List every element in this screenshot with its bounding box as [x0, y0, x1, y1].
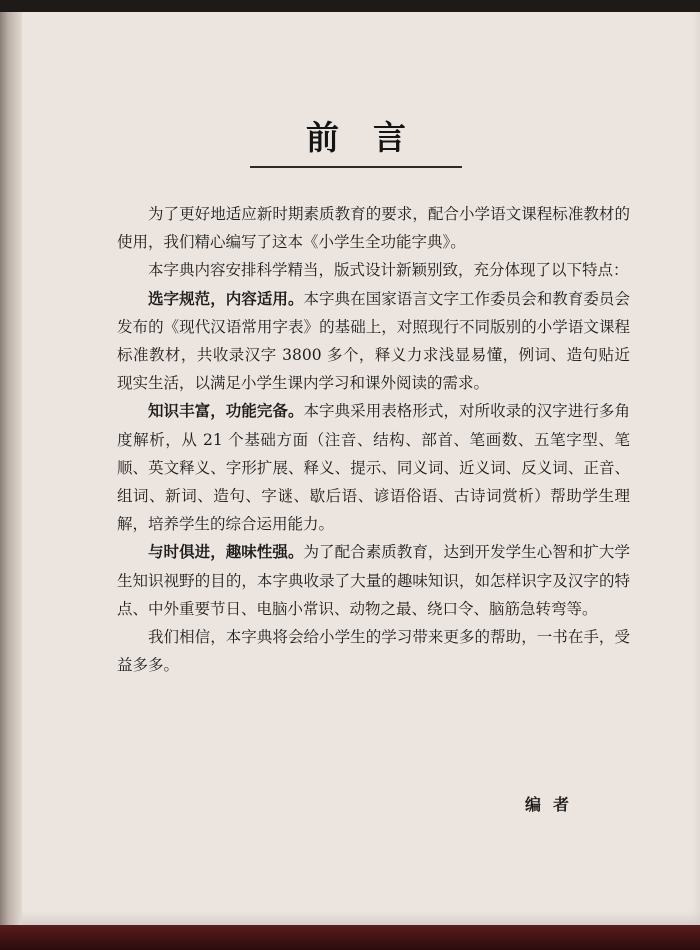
paragraph-text: 我们相信，本字典将会给小学生的学习带来更多的帮助，一书在手，受益多多。 — [117, 628, 630, 675]
paragraph — [117, 200, 630, 256]
paragraph — [117, 256, 630, 284]
book-binding-shadow — [0, 12, 22, 925]
paragraph-text: 本字典内容安排科学精当，版式设计新颖别致，充分体现了以下特点： — [148, 261, 629, 280]
paragraph-text: 为了配合素质教育，达到开发学生心智和扩大学生知识视野的目的，本字典收录了大量的趣味知识，如怎样识字及汉字的特点、中外重要节日、电脑小常识、动物之最、绕口令、脑筋急转弯等。 — [117, 543, 630, 618]
book-cover-edge — [0, 925, 700, 950]
top-page-edge — [0, 0, 700, 12]
paragraph-text: 本字典采用表格形式，对所收录的汉字进行多角度解析，从 21 个基础方面（注音、结构、部首、笔画数、五笔字型、笔顺、英文释义、字形扩展、释义、提示、同义词、近义词、反义词、正音、组词、新词、造句、字谜、歇后语、谚语俗语、古诗词赏析）帮助学生理解，培养学生的综合运用能力。 — [117, 402, 630, 534]
paragraph-text: 为了更好地适应新时期素质教育的要求，配合小学语文课程标准教材的使用，我们精心编写了这本《小学生全功能字典》。 — [117, 205, 630, 252]
title-underline — [250, 166, 462, 168]
paragraph — [117, 285, 630, 398]
title-block — [250, 118, 462, 158]
paragraph-lead: 知识丰富，功能完备。 — [148, 401, 304, 421]
paragraph-lead: 与时俱进，趣味性强。 — [148, 542, 304, 562]
paragraph — [117, 623, 630, 679]
author-signature: 编者 — [525, 795, 582, 814]
paragraph — [117, 538, 630, 623]
paragraph-text: 本字典在国家语言文字工作委员会和教育委员会发布的《现代汉语常用字表》的基础上，对照现行不同版别的小学语文课程标准教材，共收录汉字 3800 多个，释义力求浅显易懂，例词、造句贴近现实生活，以满足小学生课内学习和课外阅读的需求。 — [117, 289, 630, 393]
paragraph — [117, 397, 630, 538]
page-title: 前言 — [306, 118, 440, 157]
paragraph-lead: 选字规范，内容适用。 — [148, 288, 304, 308]
preface-body — [117, 200, 630, 679]
